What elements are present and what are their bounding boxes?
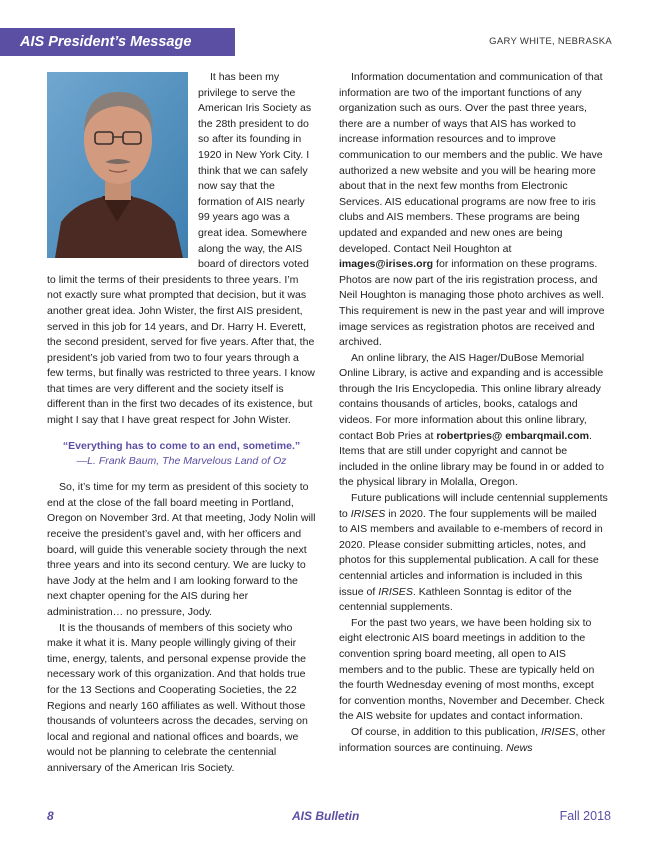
irises-title-3: IRISES [540,725,576,738]
section-title: AIS President’s Message [20,34,192,50]
quote-text: “Everything has to come to an end, sometime.” [62,439,301,452]
right-paragraph-1-text-a: Information documentation and communication of that information are two of the important functions of any organization such as ours. Over the past three years, there are a number of ways that AIS has worked to increase information resources and to improve communication to our members and the public. We have authorized a new website and you will be hearing more about that in the next few months from Electronic Services. AIS educational programs are now free to iris clubs and AIS members. These programs are being updated and expanded and new ones are being developed. Contact Neil Houghton at [339,71,603,255]
issue-date: Fall 2018 [559,809,611,823]
images-email-link[interactable]: images@irises.org [339,258,434,271]
quote-attribution-author: —L. Frank Baum, [76,455,163,468]
quote-attribution [47,454,316,468]
left-paragraph-3: It is the thousands of members of this society who make it what it is. Many people willingly giving of their time, energy, talents, and personal expense provide the necessary work of this organization. And that holds true for the 13 Sections and Cooperating Societies, the 22 Regions and nearly 160 affiliates as well. Without those thousands of volunteers across the decades, serving on local and regional and national offices and boards, we would not be planning to celebrate the centennial anniversary of the American Iris Society. [47,621,308,774]
right-paragraph-3-text-c: . Kathleen Sonntag is editor of the centennial supplements. [339,585,572,614]
right-paragraph-1-text-b: for information on these programs. Photos are now part of the iris registration process, and Neil Houghton is managing those photo archives as well. This requirement is new in the past year and will improve image services as registration photos are received and archived. [339,258,605,349]
right-paragraph-1 [339,70,608,351]
section-title-banner [0,28,235,56]
right-paragraph-5 [339,725,608,756]
right-paragraph-2 [339,351,608,491]
right-paragraph-5-text-b: , other information sources are continuing. [339,725,606,754]
irises-title-2: IRISES [378,585,413,598]
right-column [339,70,608,756]
right-paragraph-3-text-a: Future publications will include centennial supplements to [339,492,608,520]
right-paragraph-5-text-a: Of course, in addition to this publication, [351,725,541,738]
right-paragraph-3 [339,491,608,616]
right-paragraph-4: For the past two years, we have been holding six to eight electronic AIS board meetings in addition to the convention spring board meeting, all open to AIS members and to the public. These are typically held on the fourth Wednesday evening of most months, except for convention months, November and December. Check the AIS website for updates and contact information. [339,616,605,723]
page-number: 8 [47,809,54,823]
left-paragraph-1: It has been my privilege to serve the American Iris Society as the 28th president to do so after its founding in 1920 in New York City. I think that we can safely now say that the formation of AIS nearly 99 years ago was a great idea. Somewhere along the way, the AIS board of directors voted to limit the terms of their presidents to three years. I’m not exactly sure what prompted that decision, but it was another great idea. John Wister, the first AIS president, served in this job for 14 years, and Dr. Harry H. Everett, the second president, served for five years. After that, the president’s job varied from two to four years through a few terms, but finally was restricted to three years. I know that times are very different and the society itself is different than in the first two decades of its existence, but might I say that I have great respect for John Wister. [47,71,315,427]
robertpries-email-link[interactable]: robertpries@ embarqmail.com [436,429,590,442]
left-column [47,70,316,777]
right-paragraph-2-text-a: An online library, the AIS Hager/DuBose Memorial Online Library, is active and expanding and is accessible through the Iris Encyclopedia. This online library already contains thousands of articles, books, catalogs and videos. For more information about this online library, contact Bob Pries at [339,351,604,442]
pull-quote [47,439,316,469]
author-byline: GARY WHITE, NEBRASKA [489,36,612,47]
news-title: News [506,741,533,754]
irises-title-1: IRISES [350,507,386,520]
right-paragraph-2-text-b: . Items that are still under copyright and cannot be included in the online library may be found in or added to the physical library in Molalla, Oregon. [339,429,605,489]
author-photo [47,72,188,258]
right-paragraph-3-text-b: in 2020. The four supplements will be mailed to AIS members and available to e-members of record in 2020. Please consider submitting articles, notes, and photos for this supplemental publication. A call for these centennial articles and information is included in this issue of [339,507,603,598]
publication-name: AIS Bulletin [292,809,360,823]
left-paragraph-2: So, it’s time for my term as president of this society to end at the close of the fall board meeting in Portland, Oregon on November 3rd. At that meeting, Jody Nolin will receive the president’s gavel and, with her officers and board, will guide this venerable society through the next three years and into its second century. We are lucky to have Jody at the helm and I am looking forward to the next chapter opening for the AIS during her administration… no pressure, Jody. [47,481,316,618]
quote-attribution-work: The Marvelous Land of Oz [162,455,287,468]
